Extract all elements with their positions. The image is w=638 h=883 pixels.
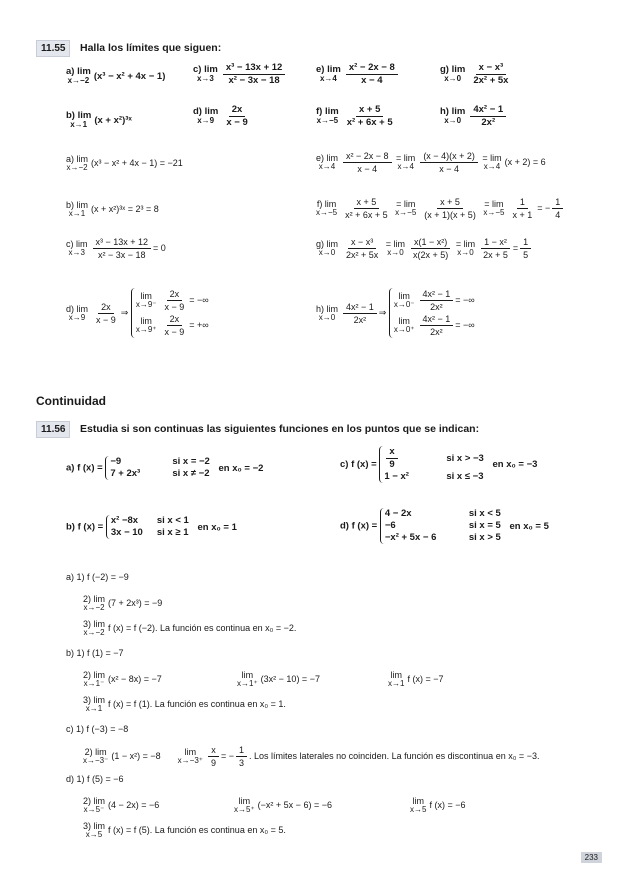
piecewise-d: d) f (x) = 4 − 2x si x < 5 −6 si x = 5 −x² + 5x − 6 si x > 5 en x₀ = 5 — [340, 508, 549, 543]
piecewise-b: b) f (x) = x² −8x si x < 1 3x − 10 si x ≥ 1 en x₀ = 1 — [66, 515, 237, 538]
solution-b-step3: 3) lim x→1 f (x) = f (1). La función es continua en x₀ = 1. — [83, 695, 286, 713]
question-e: e) lim x→4 $\frac{\text{x² − 2x − 8}}{x - 4}$ — [316, 62, 400, 87]
solution-c: c) lim x→3 $\frac{\text{x³ − 13x + 12}}{\text{x² − 3x − 18}}$ = 0 — [66, 237, 166, 260]
page-number: 233 — [581, 852, 602, 863]
solution-d-step3: 3) lim x→5 f (x) = f (5). La función es continua en x₀ = 5. — [83, 821, 286, 839]
piecewise-a: a) f (x) = −9 si x = −2 7 + 2x³ si x ≠ −2 en x₀ = −2 — [66, 456, 264, 479]
solution-g: g) lim x→0 $\frac{\text{x − x³}}{\text{2x² + 5x}}$ = lim x→0 $\frac{\text{x(1 − x²)}}{x(2x + 5)}$ = lim x→0 $\frac{\text{1 − x²}}{2x + 5}$ = $\frac{1}{5}$ — [316, 236, 533, 261]
solution-b-step2-total: lim x→1 f (x) = −7 — [388, 670, 444, 688]
solution-c-step2: 2) lim x→−3⁻ (1 − x²) = −8 lim x→−3⁺ $\frac{x}{9}$ = − $\frac{1}{3}$ . Los límites laterales no coinciden. La función es discontinua en x₀ = −3. — [83, 745, 540, 768]
solution-d-step2-right: lim x→5⁺ (−x² + 5x − 6) = −6 — [234, 796, 332, 814]
question-a: a) lim x→−2 (x³ − x² + 4x − 1) — [66, 66, 166, 85]
solution-d: d) lim x→9 $\frac{2x}{x - 9}$ ⇒ lim x→9⁻ $\frac{2x}{x - 9}$ = −∞ lim x→9⁺ $\frac{2x}{x - 9}$ = +∞ — [66, 289, 209, 337]
question-f: f) lim x→−5 $\frac{x + 5}{\text{x² + 6x + 5}}$ — [316, 104, 393, 128]
solution-d-step1: d) 1) f (5) = −6 — [66, 774, 124, 784]
exercise-title: Estudia si son continuas las siguientes funciones en los puntos que se indican: — [80, 423, 480, 435]
solution-a-step3: 3) lim x→−2 f (x) = f (−2). La función es continua en x₀ = −2. — [83, 619, 297, 637]
solution-c-step1: c) 1) f (−3) = −8 — [66, 724, 129, 734]
exercise-number: 11.56 — [36, 421, 70, 438]
question-c: c) lim x→3 $\frac{\text{x³ − 13x + 12}}{\text{x² − 3x − 18}}$ — [193, 62, 287, 87]
section-heading: Continuidad — [36, 394, 106, 408]
solution-h: h) lim x→0 $\frac{\text{4x² − 1}}{\text{2x²}}$ ⇒ lim x→0⁻ $\frac{\text{4x² − 1}}{\text{2x²}}$ = −∞ lim x→0⁺ $\frac{\text{4x² − 1}}{\text{2x²}}$ = −∞ — [316, 289, 475, 337]
question-d: d) lim x→9 $\frac{2x}{x - 9}$ — [193, 104, 248, 128]
solution-a-step2: 2) lim x→−2 (7 + 2x³) = −9 — [83, 594, 163, 612]
solution-d-step2: 2) lim x→5⁻ (4 − 2x) = −6 — [83, 796, 160, 814]
solution-a: a) lim x→−2 (x³ − x² + 4x − 1) = −21 — [66, 154, 183, 172]
solution-b-step1: b) 1) f (1) = −7 — [66, 648, 124, 658]
solution-e: e) lim x→4 $\frac{\text{x² − 2x − 8}}{x - 4}$ = lim x→4 $\frac{(x - 4)(x + 2)}{x - 4}$ = lim x→4 (x + 2) = 6 — [316, 151, 546, 174]
piecewise-c: c) f (x) = $\frac{x}{9}$ si x > −3 1 − x² si x ≤ −3 en x₀ = −3 — [340, 446, 538, 482]
solution-b: b) lim x→1 (x + x²)³ˣ = 2³ = 8 — [66, 200, 159, 218]
solution-a-step1: a) 1) f (−2) = −9 — [66, 572, 129, 582]
question-g: g) lim x→0 $\frac{\text{x − x³}}{\text{2x² + 5x}}$ — [440, 62, 509, 86]
question-b: b) lim x→1 (x + x²)³ˣ — [66, 110, 132, 129]
exercise-number: 11.55 — [36, 40, 70, 57]
solution-d-step2-total: lim x→5 f (x) = −6 — [410, 796, 466, 814]
solution-b-step2-right: lim x→1⁺ (3x² − 10) = −7 — [237, 670, 320, 688]
solution-f: f) lim x→−5 $\frac{x + 5}{\text{x² + 6x + 5}}$ = lim x→−5 $\frac{x + 5}{(x + 1)(x + 5)}$ = lim x→−5 $\frac{1}{x + 1}$ = − $\frac{1}{4}$ — [316, 196, 565, 221]
question-h: h) lim x→0 $\frac{\text{4x² − 1}}{\text{2x²}}$ — [440, 104, 508, 129]
exercise-title: Halla los límites que siguen: — [80, 42, 222, 54]
solution-b-step2: 2) lim x→1⁻ (x² − 8x) = −7 — [83, 670, 162, 688]
